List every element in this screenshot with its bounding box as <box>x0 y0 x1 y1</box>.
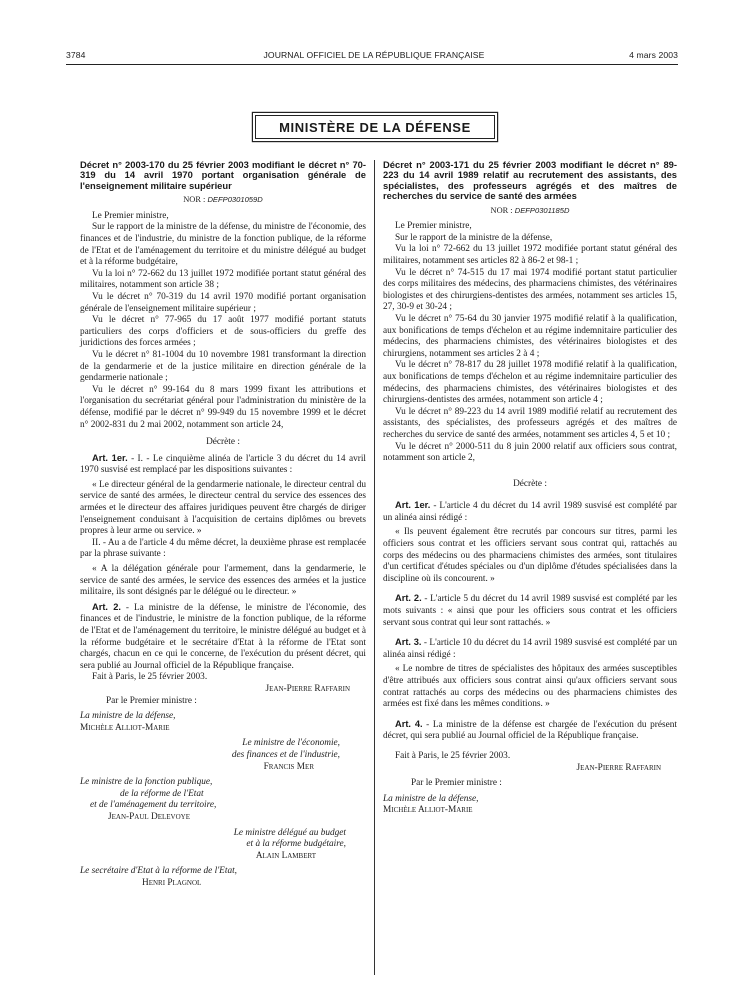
quotation: « Ils peuvent également être recrutés par concours sur titres, parmi les officiers sous contrat et les officiers servant sous contrat qui, rattachés au corps des médecins ou des pharmaciens chimistes des armées, sont titulaires d'un certificat d'études spéciales ou d'un diplôme d'études spécialisées dans la discipline où ils concourent. » <box>383 527 677 584</box>
page-number: 3784 <box>66 50 86 60</box>
paragraph: Vu le décret n° 70-319 du 14 avril 1970 modifié portant organisation générale de l'enseignement militaire supérieur ; <box>80 291 366 314</box>
article-1: Art. 1er. - I. - Le cinquième alinéa de l'article 3 du décret du 14 avril 1970 susvisé est remplacé par les dispositions suivantes : <box>80 452 366 476</box>
par-premier-ministre: Par le Premier ministre : <box>106 695 197 706</box>
decree-title: Décret n° 2003-170 du 25 février 2003 modifiant le décret n° 70-319 du 14 avril 1970 portant organisation générale de l'enseignement militaire supérieur <box>80 159 366 191</box>
signature-block: La ministre de la défense, Michèle Alliot-Marie <box>383 793 479 816</box>
paragraph: Vu la loi n° 72-662 du 13 juillet 1972 modifiée portant statut général des militaires, notamment son article 38 ; <box>80 268 366 291</box>
signing-place-date: Fait à Paris, le 25 février 2003. <box>395 750 511 761</box>
decree-right <box>383 160 677 817</box>
paragraph: Vu le décret n° 77-965 du 17 août 1977 modifié portant statuts particuliers des corps d'officiers et de sous-officiers du greffe des juridictions des forces armées ; <box>80 315 366 349</box>
paragraph: II. - Au a de l'article 4 du même décret, la deuxième phrase est remplacée par la phrase suivante : <box>80 537 366 560</box>
par-premier-ministre: Par le Premier ministre : <box>411 778 502 789</box>
paragraph: Vu la loi n° 72-662 du 13 juillet 1972 modifiée portant statut général des militaires, notamment ses articles 82 à 86-2 et 98-1 ; <box>383 244 677 266</box>
paragraph: Le Premier ministre, <box>395 221 472 232</box>
article-2: Art. 2. - L'article 5 du décret du 14 avril 1989 susvisé est complété par les mots suivants : « ainsi que pour les officiers sous contrat et les officiers servant sous contrat qui leur sont rattachés. » <box>383 593 677 628</box>
article-1: Art. 1er. - L'article 4 du décret du 14 avril 1989 susvisé est complété par un alinéa ainsi rédigé : <box>383 500 678 523</box>
decree-left <box>80 160 366 889</box>
paragraph: Vu le décret n° 2000-511 du 8 juin 2000 relatif aux officiers sous contrat, notamment son article 2, <box>383 441 677 464</box>
article-3: Art. 3. - L'article 10 du décret du 14 avril 1989 susvisé est complété par un alinéa ainsi rédigé : <box>383 637 677 660</box>
paragraph: Vu le décret n° 99-164 du 8 mars 1999 fixant les attributions et l'organisation du secrétariat général pour l'administration du ministère de la défense, modifié par le décret n° 99-949 du 15 novembre 1999 et le décret n° 2002-831 du 2 mai 2002, notamment son article 24, <box>80 384 366 430</box>
signature-block: Le ministre de la fonction publique, de la réforme de l'Etat et de l'aménagement du territoire, Jean-Paul Delevoye <box>80 777 217 822</box>
nor-reference: NOR : DEFP0301185D <box>490 205 570 215</box>
nor-reference: NOR : DEFP0301059D <box>183 195 263 205</box>
issue-date: 4 mars 2003 <box>629 50 678 60</box>
signature-block: La ministre de la défense, Michèle Alliot-Marie <box>80 711 176 733</box>
paragraph: Le Premier ministre, <box>92 210 169 221</box>
paragraph: Vu le décret n° 74-515 du 17 mai 1974 modifié portant statut particulier des corps militaires des médecins, des pharmaciens chimistes, des vétérinaires biologistes et des chirurgiens-dentistes des armées, notamment ses articles 15, 27, 30-9 et 30-24 ; <box>383 267 677 313</box>
header-rule <box>66 64 678 65</box>
paragraph: Vu le décret n° 81-1004 du 10 novembre 1981 transformant la direction de la gendarmerie et de la justice militaire en direction générale de la gendarmerie nationale ; <box>80 349 366 384</box>
paragraph: Vu le décret n° 78-817 du 28 juillet 1978 modifié relatif à la qualification, aux bonifications de temps d'échelon et au régime indemnitaire particulier des médecins, des pharmaciens chimistes, des vétérinaires biologistes et des chirurgiens-dentistes des armées, notamment son article 4 ; <box>383 360 677 406</box>
ministry-heading: MINISTÈRE DE LA DÉFENSE <box>255 115 495 139</box>
paragraph: Sur le rapport de la ministre de la défense, <box>395 232 553 243</box>
decrete-heading: Décrète : <box>513 478 547 489</box>
prime-minister-name: Jean-Pierre Raffarin <box>265 683 350 694</box>
journal-title: JOURNAL OFFICIEL DE LA RÉPUBLIQUE FRANÇAISE <box>263 50 485 60</box>
paragraph: Sur le rapport de la ministre de la défense, du ministre de l'économie, des finances et de l'industrie, du ministre de la fonction publique, de la réforme de l'Etat et de l'aménagement du territoire et du ministre délégué au budget et à la réforme budgétaire, <box>80 222 366 268</box>
paragraph: Vu le décret n° 75-64 du 30 janvier 1975 modifié relatif à la qualification, aux bonifications de temps d'échelon et au régime indemnitaire particulier des médecins, des pharmaciens chimistes, des vétérinaires biologistes et des chirurgiens, notamment ses articles 2 à 4 ; <box>383 313 677 359</box>
article-2: Art. 2. - La ministre de la défense, le ministre de l'économie, des finances et de l'industrie, le ministre de la fonction publique, de la réforme de l'Etat et de l'aménagement du territoire, le ministre délégué au budget et à la réforme budgétaire et le secrétaire d'Etat à la réforme de l'Etat sont chargés, chacun en ce qui le concerne, de l'exécution du présent décret, qui sera publié au Journal officiel de la République française. <box>80 601 366 671</box>
signature-block: Le ministre de l'économie, des finances et de l'industrie, Francis Mer <box>231 738 340 772</box>
paragraph: Vu le décret n° 89-223 du 14 avril 1989 modifié relatif au recrutement des assistants, des spécialistes, des professeurs agrégés et des maîtres de recherches du service de santé des armées, notamment ses articles 4, 5 et 10 ; <box>383 406 677 440</box>
signing-place-date: Fait à Paris, le 25 février 2003. <box>92 672 208 683</box>
decrete-heading: Décrète : <box>206 437 240 448</box>
quotation: « Le directeur général de la gendarmerie nationale, le directeur central du service de santé des armées, le directeur central du service des essences des armées et le directeur des affaires juridiques peuvent être chargés de diriger l'enseignement conduisant à l'acquisition de certains diplômes ou brevets propres à leur arme ou service. » <box>80 479 366 537</box>
prime-minister-name: Jean-Pierre Raffarin <box>576 762 661 773</box>
quotation: « Le nombre de titres de spécialistes des hôpitaux des armées susceptibles d'être attribués aux officiers sous contrat ainsi qu'aux officiers servant sous contrat rattachés au corps des médecins ou des pharmaciens chimistes des armées est fixé dans les mêmes conditions. » <box>383 664 677 710</box>
quotation: « A la délégation générale pour l'armement, dans la gendarmerie, le service de santé des armées, le service des essences des armées et la justice militaire, ils sont désignés par le délégué ou le directeur. » <box>80 564 366 598</box>
column-divider <box>374 160 375 975</box>
decree-title: Décret n° 2003-171 du 25 février 2003 modifiant le décret n° 89-223 du 14 avril 1989 relatif au recrutement des assistants, des spécialistes, des professeurs agrégés et des maîtres de recherches du service de santé des armées <box>383 159 677 202</box>
signature-block: Le secrétaire d'Etat à la réforme de l'Etat, Henri Plagnol <box>80 866 238 888</box>
article-4: Art. 4. - La ministre de la défense est chargée de l'exécution du présent décret, qui sera publié au Journal officiel de la République française. <box>383 718 677 742</box>
signature-block: Le ministre délégué au budget et à la réforme budgétaire, Alain Lambert <box>233 827 346 861</box>
